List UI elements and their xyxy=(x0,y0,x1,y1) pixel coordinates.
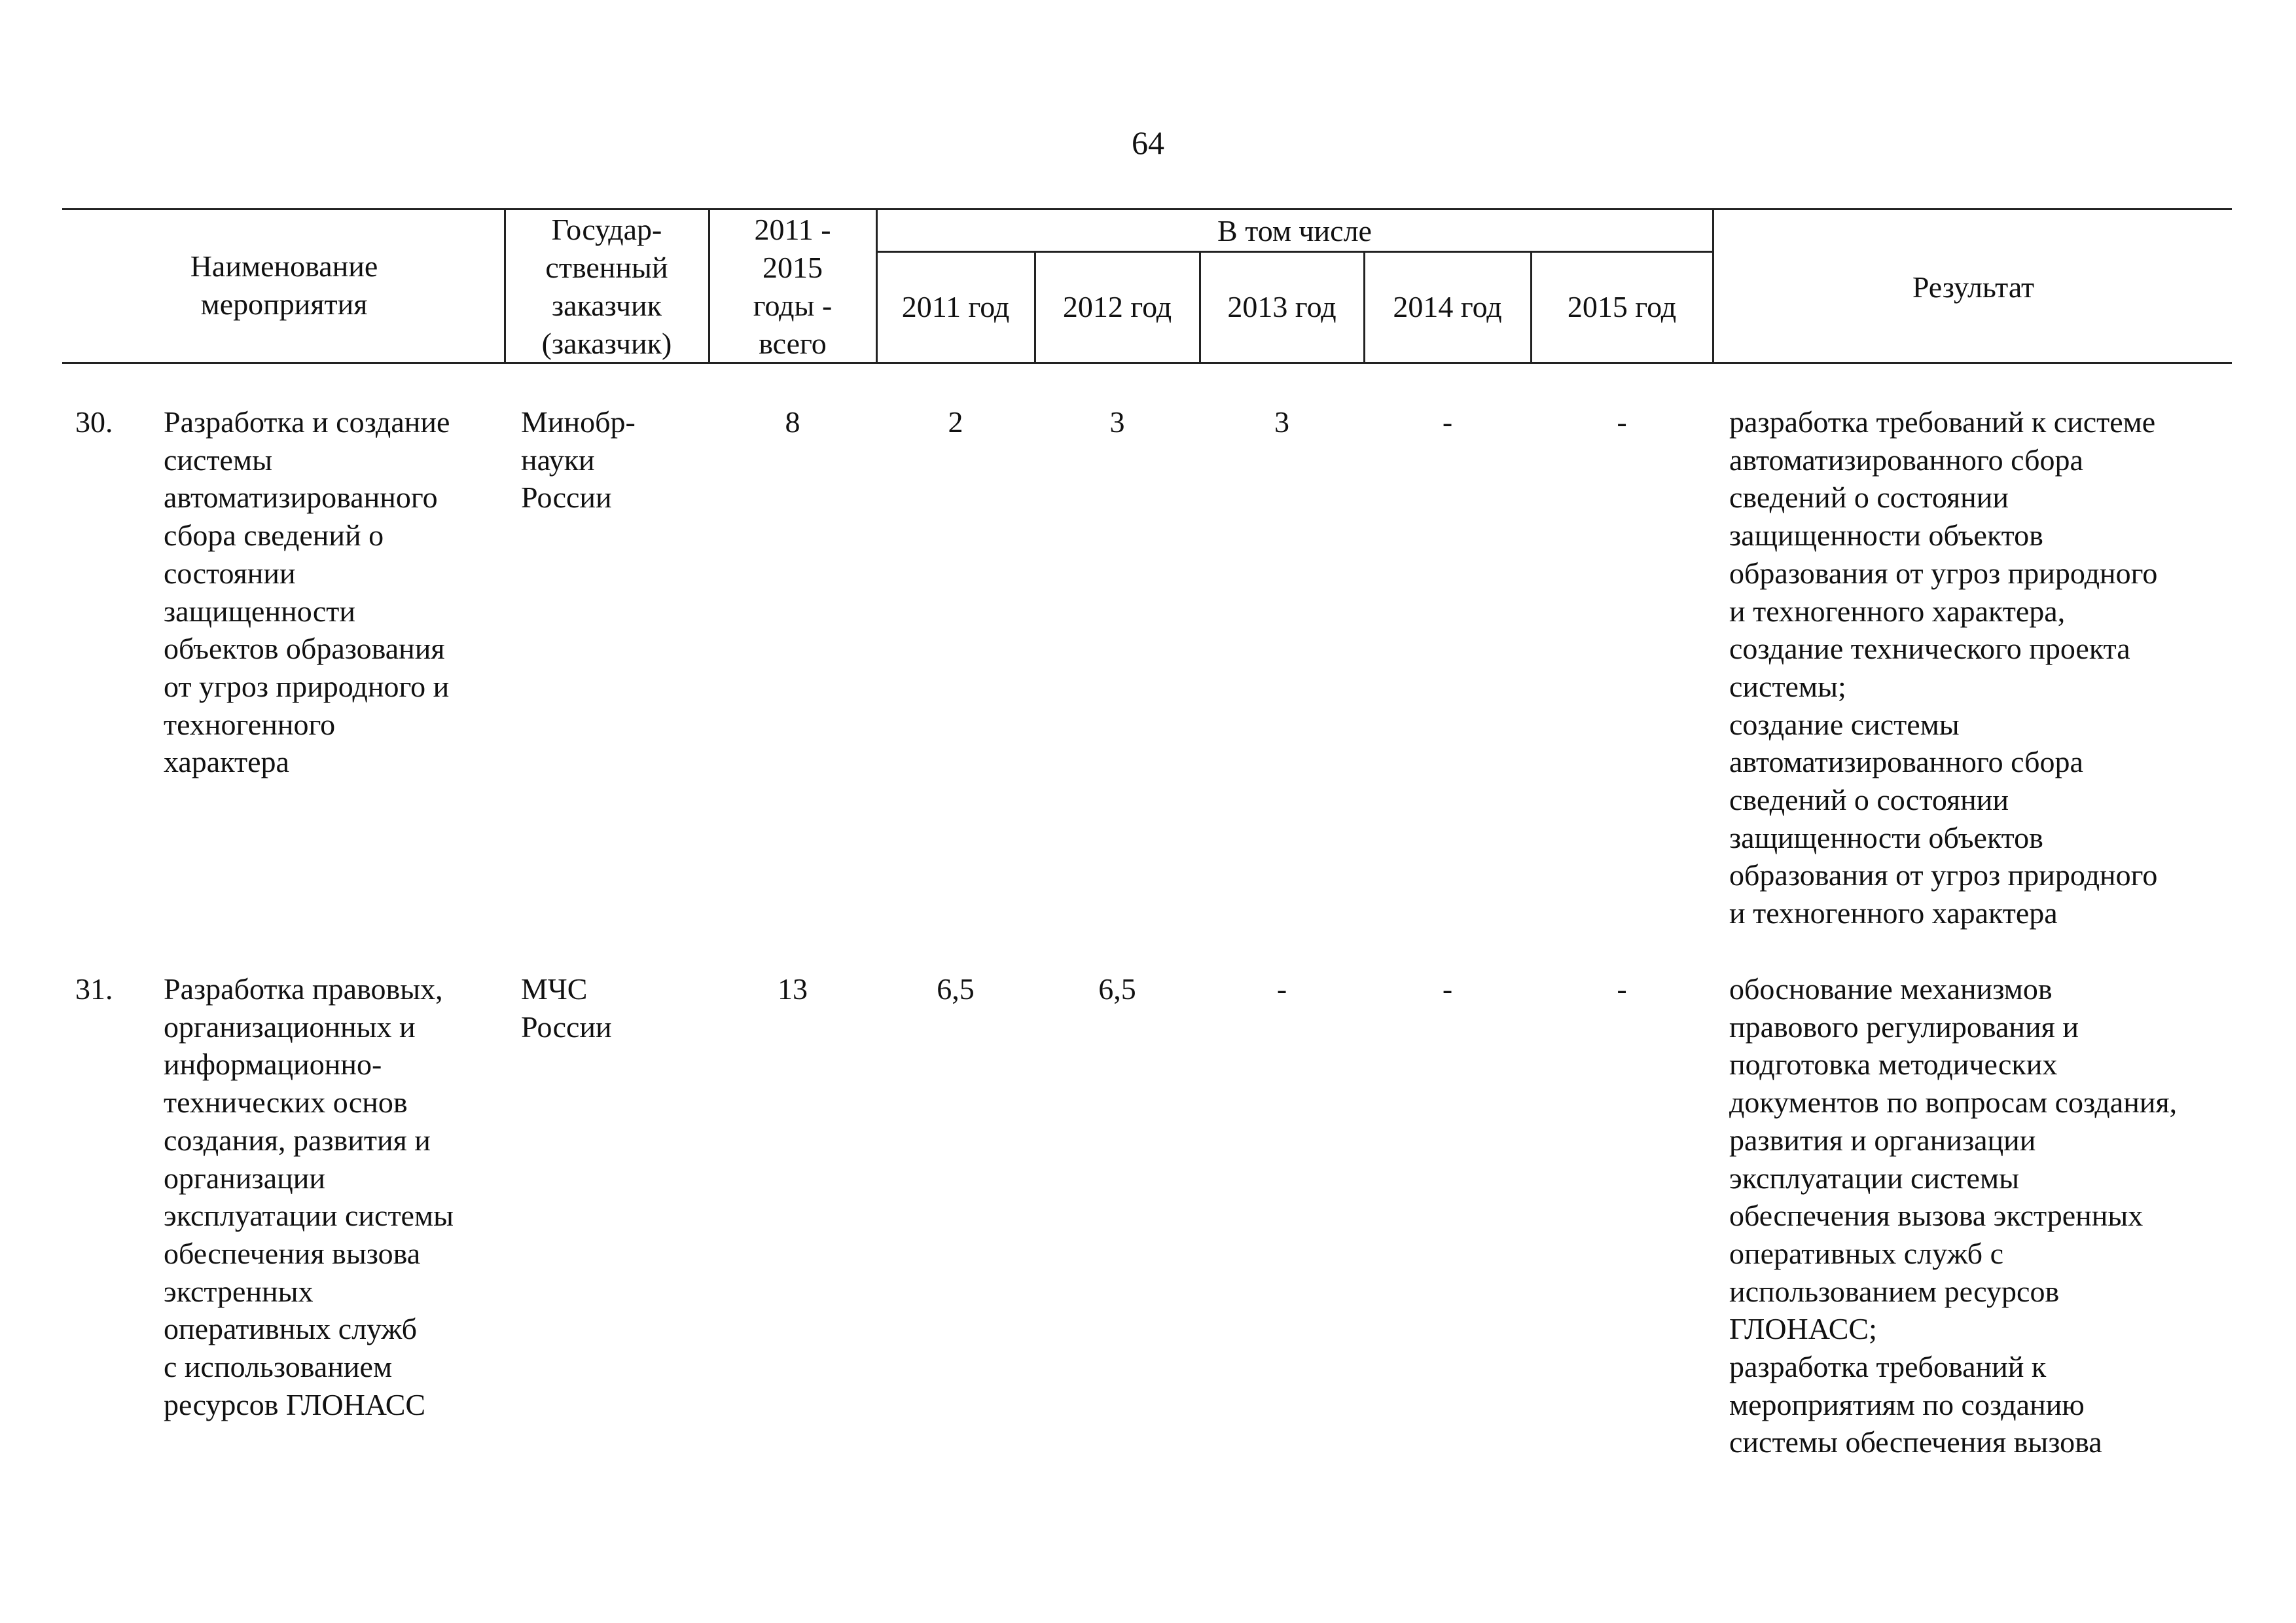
row-total: 8 xyxy=(785,405,800,439)
header-bottom-rule xyxy=(62,362,2232,364)
col-divider-2011 xyxy=(1034,252,1036,362)
row-value-2012: 6,5 xyxy=(1098,972,1136,1006)
header-year-2012: 2012 год xyxy=(1062,290,1172,323)
years-subheader-rule xyxy=(876,251,1714,253)
header-including: В том числе xyxy=(1217,214,1372,247)
row-value-2013: - xyxy=(1276,972,1287,1006)
row-value-2015: - xyxy=(1617,405,1627,439)
col-divider-2014 xyxy=(1530,252,1532,362)
header-year-2014: 2014 год xyxy=(1393,290,1502,323)
row-customer: МЧС России xyxy=(521,972,612,1044)
row-value-2015: - xyxy=(1617,972,1627,1006)
col-divider-result xyxy=(1712,210,1714,362)
row-number: 30. xyxy=(75,405,113,439)
col-divider-total xyxy=(876,210,878,362)
row-value-2011: 6,5 xyxy=(937,972,975,1006)
row-value-2013: 3 xyxy=(1274,405,1289,439)
row-customer: Минобр- науки России xyxy=(521,405,636,515)
page-number: 64 xyxy=(1132,124,1164,161)
header-total: 2011 - 2015 годы - всего xyxy=(753,213,833,360)
row-value-2012: 3 xyxy=(1109,405,1125,439)
row-number: 31. xyxy=(75,972,113,1006)
header-result: Результат xyxy=(1912,270,2035,304)
col-divider-name xyxy=(504,210,506,362)
header-customer: Государ- ственный заказчик (заказчик) xyxy=(541,213,672,360)
col-divider-2013 xyxy=(1363,252,1365,362)
header-name: Наименование мероприятия xyxy=(190,249,378,321)
header-top-rule xyxy=(62,208,2232,210)
header-year-2015: 2015 год xyxy=(1567,290,1677,323)
col-divider-2012 xyxy=(1199,252,1201,362)
col-divider-customer xyxy=(708,210,710,362)
row-result: разработка требований к системе автоматизированного сбора сведений о состоянии защищенности объектов образования от угроз природного и техногенного характера, создание технического проекта системы; создание системы автоматизированного сбора сведений о состоянии защищенности объектов образования от угроз природного и техногенного характера xyxy=(1729,405,2158,930)
row-result: обоснование механизмов правового регулирования и подготовка методических документов по вопросам создания, развития и организации эксплуатации системы обеспечения вызова экстренных оперативных служб с использованием ресурсов ГЛОНАСС; разработка требований к мероприятиям по созданию системы обеспечения вызова xyxy=(1729,972,2178,1459)
row-value-2014: - xyxy=(1442,972,1453,1006)
row-total: 13 xyxy=(778,972,808,1006)
row-value-2011: 2 xyxy=(948,405,963,439)
header-year-2011: 2011 год xyxy=(901,290,1010,323)
row-name: Разработка и создание системы автоматизированного сбора сведений о состоянии защищенности объектов образования от угроз природного и техногенного характера xyxy=(164,405,450,779)
header-year-2013: 2013 год xyxy=(1227,290,1336,323)
row-value-2014: - xyxy=(1442,405,1453,439)
row-name: Разработка правовых, организационных и информационно- технических основ создания, развития и организации эксплуатации системы обеспечения вызова экстренных оперативных служб с использованием ресурсов ГЛОНАСС xyxy=(164,972,454,1421)
